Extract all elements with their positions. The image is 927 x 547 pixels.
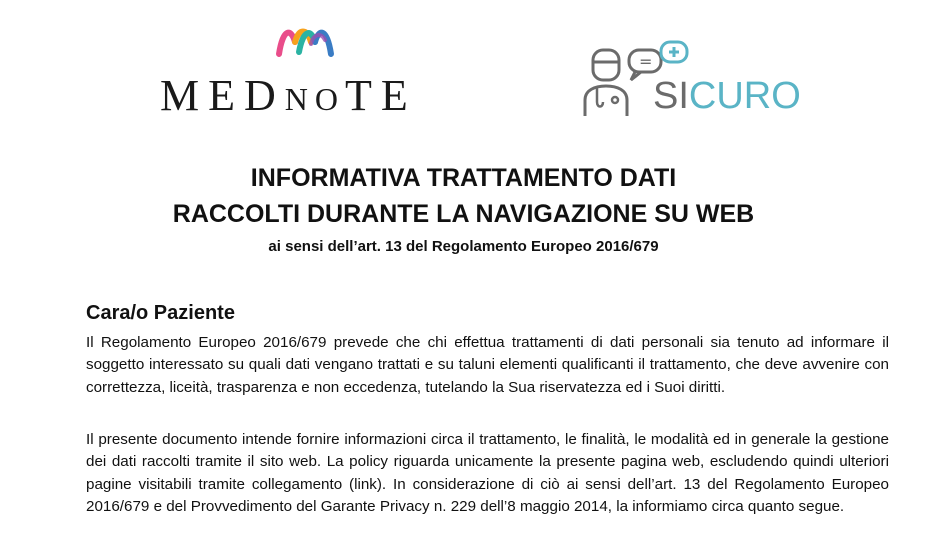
document-title-line-1: INFORMATIVA TRATTAMENTO DATI — [250, 164, 677, 192]
mednote-mark-icon — [275, 24, 335, 58]
document-title-line-2: RACCOLTI DURANTE LA NAVIGAZIONE SU WEB — [172, 200, 755, 228]
mednote-word-part-1: MED — [160, 71, 285, 120]
sicuro-word-curo: CURO — [688, 75, 801, 117]
sicuro-word-si: SI — [653, 75, 689, 117]
sicuro-wordmark — [653, 76, 801, 116]
sicuro-logo — [583, 40, 801, 125]
mednote-word-part-3: TE — [345, 71, 417, 120]
mednote-word-part-2: NO — [284, 81, 345, 117]
document-subtitle: ai sensi dell’art. 13 del Regolamento Europeo 2016/679 — [268, 238, 659, 255]
sicuro-icon-text: = — [639, 52, 653, 71]
paragraph-intro: Il Regolamento Europeo 2016/679 prevede che chi effettua trattamenti di dati personali sia tenuto ad informare il soggetto interessato su quali dati vengano trattati e su taluni elementi qualificanti il trattamento, che deve avvenire con correttezza, liceità, trasparenza e non eccedenza, tutelando la Sua riservatezza ed i Suoi diritti. — [86, 334, 889, 396]
mednote-logo — [160, 22, 440, 120]
mednote-wordmark — [160, 71, 417, 121]
document-title-block — [0, 160, 927, 258]
paragraph-scope: Il presente documento intende fornire informazioni circa il trattamento, le finalità, le modalità ed in generale la gestione dei dati raccolti tramite il sito web. La policy riguarda unicamente la presente pagina web, escludendo quindi ulteriori pagine visitabili tramite collegamento (link). In considerazione di ciò ai sensi dell’art. 13 del Regolamento Europeo 2016/679 e del Provvedimento del Garante Privacy n. 229 dell’8 maggio 2014, la informiamo circa quanto segue. — [86, 431, 889, 515]
greeting-heading: Cara/o Paziente — [86, 302, 235, 324]
